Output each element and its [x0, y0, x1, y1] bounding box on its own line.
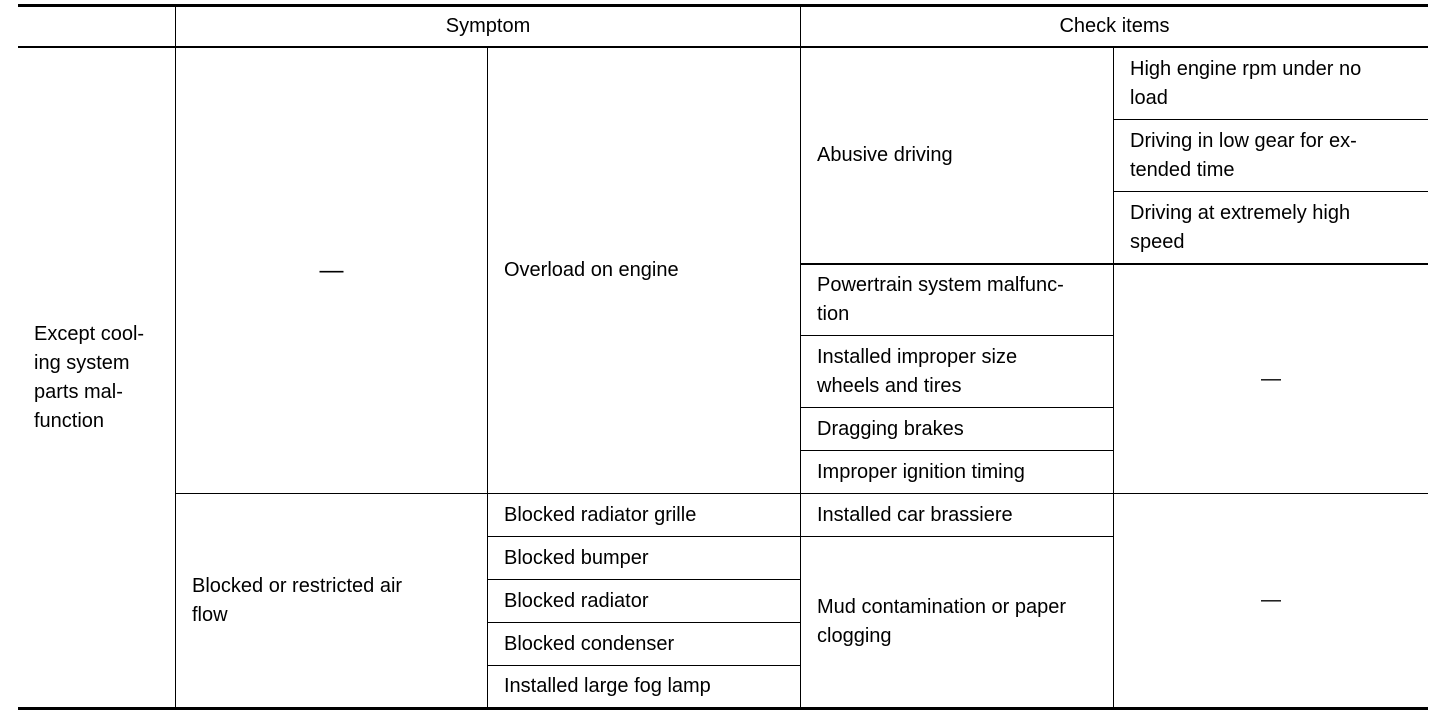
header-symptom: Symptom: [445, 14, 531, 37]
airflow-symptom: Blocked or restricted air flow: [192, 574, 403, 626]
header-check-items: Check items: [1059, 14, 1170, 37]
abusive-detail: High engine rpm under no load: [1130, 57, 1362, 109]
abusive-detail: Driving at extremely high speed: [1130, 201, 1351, 253]
overload-cause: Overload on engine: [504, 259, 679, 281]
airflow-cause: Installed large fog lamp: [504, 675, 711, 697]
table-bottom-border: [18, 707, 1428, 710]
airflow-cause: Blocked condenser: [504, 632, 675, 655]
abusive-detail: Driving in low gear for ex- tended time: [1130, 129, 1357, 181]
overload-check: Improper ignition timing: [817, 460, 1025, 483]
overload-symptom-dash: —: [319, 257, 344, 284]
overload-check: Powertrain system malfunc- tion: [817, 274, 1064, 325]
airflow-check-mud: Mud contamination or paper clogging: [817, 596, 1067, 647]
category-cell: Except cool- ing system parts mal- function: [34, 322, 145, 432]
airflow-check-detail-dash: —: [1261, 589, 1281, 611]
airflow-cause: Blocked bumper: [504, 546, 649, 569]
airflow-cause: Blocked radiator grille: [504, 503, 697, 526]
overload-check-detail-dash: —: [1261, 367, 1281, 390]
airflow-check-brassiere: Installed car brassiere: [817, 503, 1013, 526]
airflow-cause: Blocked radiator: [504, 589, 649, 612]
abusive-driving: Abusive driving: [817, 144, 953, 166]
overload-check: Installed improper size wheels and tires: [817, 345, 1018, 397]
overload-check: Dragging brakes: [817, 417, 964, 440]
